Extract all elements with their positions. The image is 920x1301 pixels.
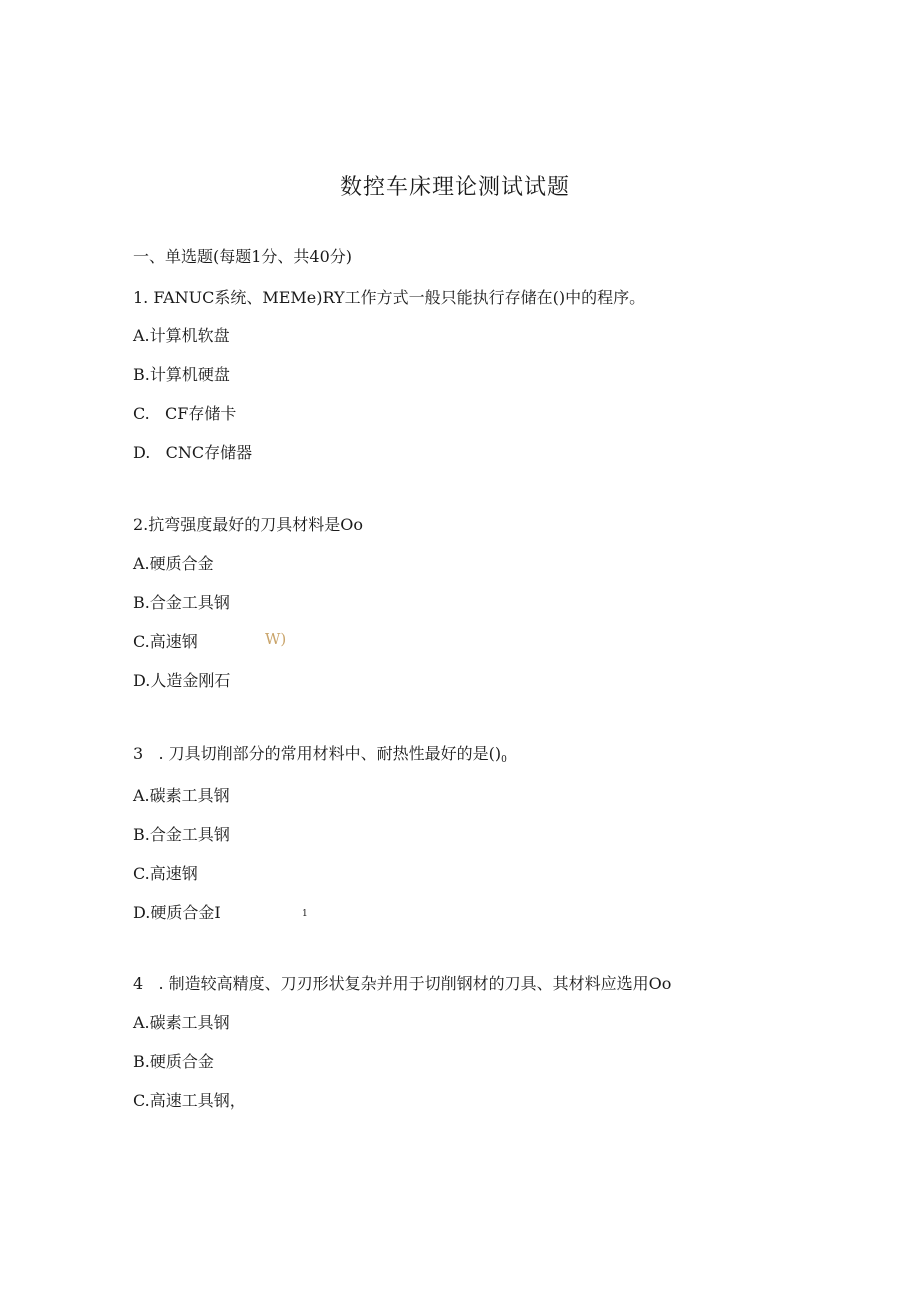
- question-4-stem: 4 . 制造较高精度、刀刃形状复杂并用于切削钢材的刀具、其材料应选用Oo: [133, 974, 672, 993]
- question-1-option-d: D. CNC存储器: [133, 443, 253, 462]
- question-1-option-b: B.计算机硬盘: [133, 365, 230, 384]
- question-3-option-c: C.高速钢: [133, 864, 198, 883]
- question-2-option-c: C.高速钢: [133, 632, 198, 651]
- question-2-option-d: D.人造金刚石: [133, 671, 231, 690]
- question-3-stem-text: 3 . 刀具切削部分的常用材料中、耐热性最好的是(): [133, 744, 502, 763]
- question-4-option-c: C.高速工具钢，: [133, 1091, 246, 1110]
- page-title: 数控车床理论测试试题: [339, 175, 570, 200]
- question-4-option-b: B.硬质合金: [133, 1052, 214, 1071]
- question-3-stem-suffix: 0: [501, 755, 507, 765]
- question-1-option-a: A.计算机软盘: [133, 326, 230, 345]
- question-1-stem: 1. FANUC系统、MEMe)RY工作方式一般只能执行存储在()中的程序。: [133, 288, 646, 307]
- question-2-stem: 2.抗弯强度最好的刀具材料是Oo: [133, 515, 364, 534]
- question-2-option-a: A.硬质合金: [133, 554, 214, 573]
- stray-small-mark: 1: [302, 909, 308, 919]
- question-3-option-a: A.碳素工具钢: [133, 786, 230, 805]
- question-1-option-c: C. CF存储卡: [133, 404, 237, 423]
- question-2-option-b: B.合金工具钢: [133, 593, 230, 612]
- question-3-option-d: D.硬质合金I: [133, 903, 221, 922]
- question-4-option-a: A.碳素工具钢: [133, 1013, 230, 1032]
- handwritten-mark: W): [265, 630, 287, 648]
- question-3-stem: [133, 741, 507, 765]
- question-3-option-b: B.合金工具钢: [133, 825, 230, 844]
- section-heading: 一、单选题(每题1分、共40分): [133, 247, 353, 266]
